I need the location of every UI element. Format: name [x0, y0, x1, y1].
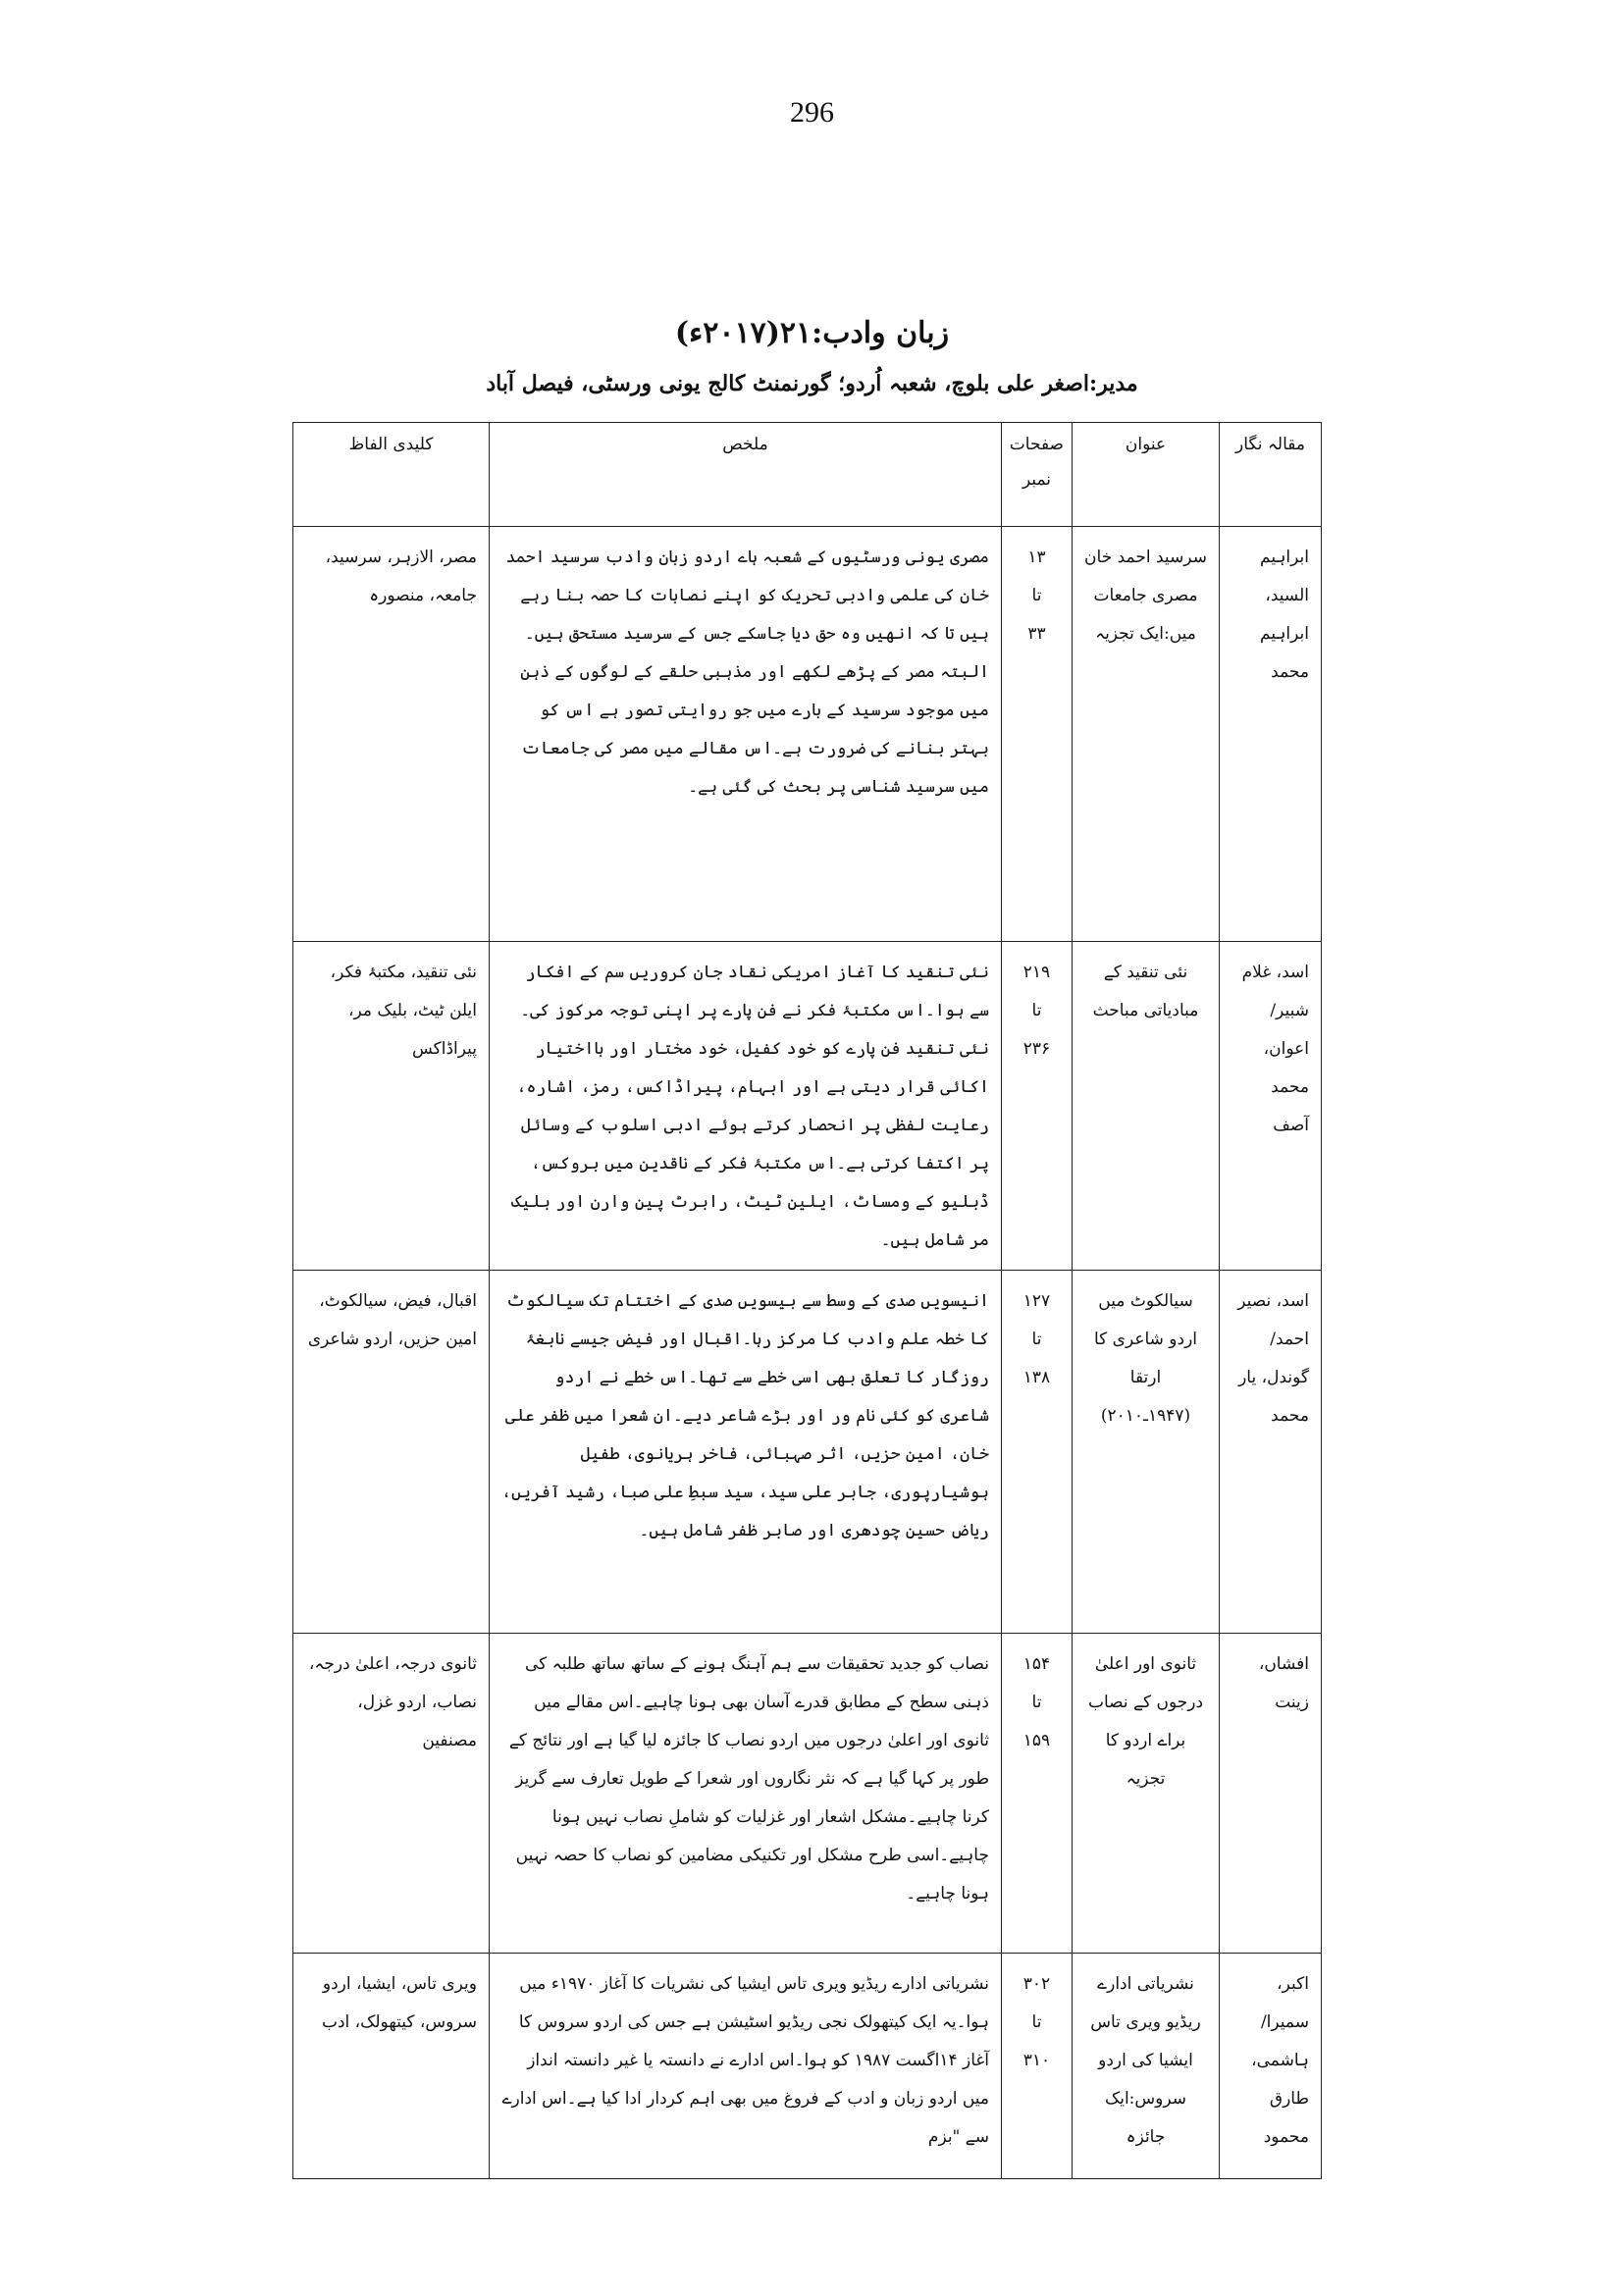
cell-author: اسد، غلام شبیر/ اعوان، محمد آصف — [1220, 942, 1322, 1271]
page-number: 296 — [790, 96, 834, 129]
cell-pages — [1002, 1954, 1073, 2179]
cell-abstract: نئی تنقید کا آغاز امریکی نقاد جان کروریں سم کے افکار سے ہوا۔اس مکتبۂ فکر نے فن پارے پر اپنی توجہ مرکوز کی۔نئی تنقید فن پارے کو خود کفیل، خود مختار اور بااختیار اکائی قرار دیتی ہے اور ابہام، پیراڈاکس، رمز، اشارہ، رعایت لفظی پر انحصار کرتے ہوئے ادبی اسلوب کے وسائل پر اکتفا کرتی ہے۔اس مکتبۂ فکر کے ناقدین میں بروکس، ڈبلیو کے ومساٹ، ایلین ٹیٹ، رابرٹ پین وارن اور بلیک مر شامل ہیں۔ — [490, 942, 1002, 1271]
table-row — [293, 527, 1322, 942]
table-row — [293, 942, 1322, 1271]
table-row — [293, 1634, 1322, 1954]
cell-keywords: ثانوی درجہ، اعلیٰ درجہ، نصاب، اردو غزل، مصنفین — [293, 1634, 490, 1954]
pages-to: ۱۳۸ — [1022, 1368, 1051, 1387]
cell-author: افشاں، زینت — [1220, 1634, 1322, 1954]
pages-to-word: تا — [1031, 1001, 1042, 1020]
header-abstract: ملخص — [490, 423, 1002, 527]
cell-author: اسد، نصیر احمد/ گوندل، یار محمد — [1220, 1271, 1322, 1634]
pages-to-word: تا — [1031, 1693, 1042, 1712]
pages-from: ۱۵۴ — [1022, 1654, 1051, 1674]
pages-from: ۱۲۷ — [1022, 1291, 1051, 1311]
table-header-row — [293, 423, 1322, 527]
header-pages: صفحات نمبر — [1002, 423, 1073, 527]
table-row — [293, 1271, 1322, 1634]
cell-title: نشریاتی ادارے ریڈیو ویری تاس ایشیا کی اردو سروس:ایک جائزہ — [1073, 1954, 1220, 2179]
cell-abstract: نشریاتی ادارے ریڈیو ویری تاس ایشیا کی نشریات کا آغاز ۱۹۷۰ء میں ہوا۔یہ ایک کیتھولک نجی ریڈیو اسٹیشن ہے جس کی اردو سروس کا آغاز ۱۴اگست ۱۹۸۷ کو ہوا۔اس ادارے نے دانستہ یا غیر دانستہ انداز میں اردو زبان و ادب کے فروغ میں بھی اہم کردار ادا کیا ہے۔اس ادارے سے "بزم — [490, 1954, 1002, 2179]
cell-pages — [1002, 1634, 1073, 1954]
cell-abstract: انیسویں صدی کے وسط سے بیسویں صدی کے اختتام تک سیالکوٹ کا خطہ علم وادب کا مرکز رہا۔اقبال اور فیض جیسے نابغۂ روزگار کا تعلق بھی اسی خطے سے تھا۔اس خطے نے اردو شاعری کو کئی نام ور اور بڑے شاعر دیے۔ان شعرا میں ظفر علی خان، امین حزیں، اثر صہبائی، فاخر ہریانوی، طفیل ہوشیارپوری، جابر علی سید، سید سبطِ علی صبا، رشید آفریں، ریاض حسین چودھری اور صابر ظفر شامل ہیں۔ — [490, 1271, 1002, 1634]
pages-to-word: تا — [1031, 586, 1042, 605]
header-author: مقالہ نگار — [1220, 423, 1322, 527]
header-title: عنوان — [1073, 423, 1220, 527]
cell-title: سیالکوٹ میں اردو شاعری کا ارتقا (۱۹۴۷ـ۲۰۱۰) — [1073, 1271, 1220, 1634]
cell-title: نئی تنقید کے مبادیاتی مباحث — [1073, 942, 1220, 1271]
cell-author: اکبر، سمیرا/ ہاشمی، طارق محمود — [1220, 1954, 1322, 2179]
pages-to: ۳۱۰ — [1022, 2051, 1051, 2070]
cell-author: ابراہیم السید، ابراہیم محمد — [1220, 527, 1322, 942]
cell-abstract: مصری یونی ورسٹیوں کے شعبہ ہاے اردو زبان وادب سرسید احمد خان کی علمی وادبی تحریک کو اپنے نصابات کا حصہ بنا رہے ہیں تا کہ انھیں وہ حق دیا جاسکے جس کے سرسید مستحق ہیں۔البتہ مصر کے پڑھے لکھے اور مذہبی حلقے کے لوگوں کے ذہن میں موجود سرسید کے بارے میں جو روایتی تصور ہے اس کو بہتر بنانے کی ضرورت ہے۔اس مقالے میں مصر کی جامعات میں سرسید شناسی پر بحث کی گئی ہے۔ — [490, 527, 1002, 942]
header-keywords: کلیدی الفاظ — [293, 423, 490, 527]
cell-pages — [1002, 942, 1073, 1271]
article-index-table — [292, 422, 1322, 2179]
pages-to: ۲۳۶ — [1022, 1039, 1051, 1059]
pages-to-word: تا — [1031, 1330, 1042, 1349]
cell-title: سرسید احمد خان مصری جامعات میں:ایک تجزیہ — [1073, 527, 1220, 942]
pages-from: ۳۰۲ — [1022, 1974, 1051, 1994]
cell-pages — [1002, 1271, 1073, 1634]
cell-keywords: مصر، الازہر، سرسید، جامعہ، منصورہ — [293, 527, 490, 942]
pages-to: ۱۵۹ — [1022, 1731, 1051, 1750]
table-row — [293, 1954, 1322, 2179]
pages-to: ۳۳ — [1027, 624, 1046, 644]
pages-to-word: تا — [1031, 2012, 1042, 2032]
journal-title: زبان وادب:۲۱(۲۰۱۷ء) — [674, 316, 950, 350]
cell-abstract: نصاب کو جدید تحقیقات سے ہم آہنگ ہونے کے ساتھ ساتھ طلبہ کی ذہنی سطح کے مطابق قدرے آسان بھی ہونا چاہیے۔اس مقالے میں ثانوی اور اعلیٰ درجوں میں اردو نصاب کا جائزہ لیا گیا ہے اور نتائج کے طور پر کہا گیا ہے کہ نثر نگاروں اور شعرا کے طویل تعارف سے گریز کرنا چاہیے۔مشکل اشعار اور غزلیات کو شاملِ نصاب نہیں ہونا چاہیے۔اسی طرح مشکل اور تکنیکی مضامین کو نصاب کا حصہ نہیں ہونا چاہیے۔ — [490, 1634, 1002, 1954]
cell-pages — [1002, 527, 1073, 942]
cell-keywords: ویری تاس، ایشیا، اردو سروس، کیتھولک، ادب — [293, 1954, 490, 2179]
cell-title: ثانوی اور اعلیٰ درجوں کے نصاب براے اردو کا تجزیہ — [1073, 1634, 1220, 1954]
pages-from: ۲۱۹ — [1022, 963, 1051, 982]
editor-line: مدیر:اصغر علی بلوچ، شعبہ اُردو؛ گورنمنٹ کالج یونی ورسٹی، فیصل آباد — [486, 371, 1138, 396]
cell-keywords: نئی تنقید، مکتبۂ فکر، ایلن ٹیٹ، بلیک مر، پیراڈاکس — [293, 942, 490, 1271]
cell-keywords: اقبال، فیض، سیالکوٹ، امین حزیں، اردو شاعری — [293, 1271, 490, 1634]
pages-from: ۱۳ — [1027, 548, 1046, 567]
